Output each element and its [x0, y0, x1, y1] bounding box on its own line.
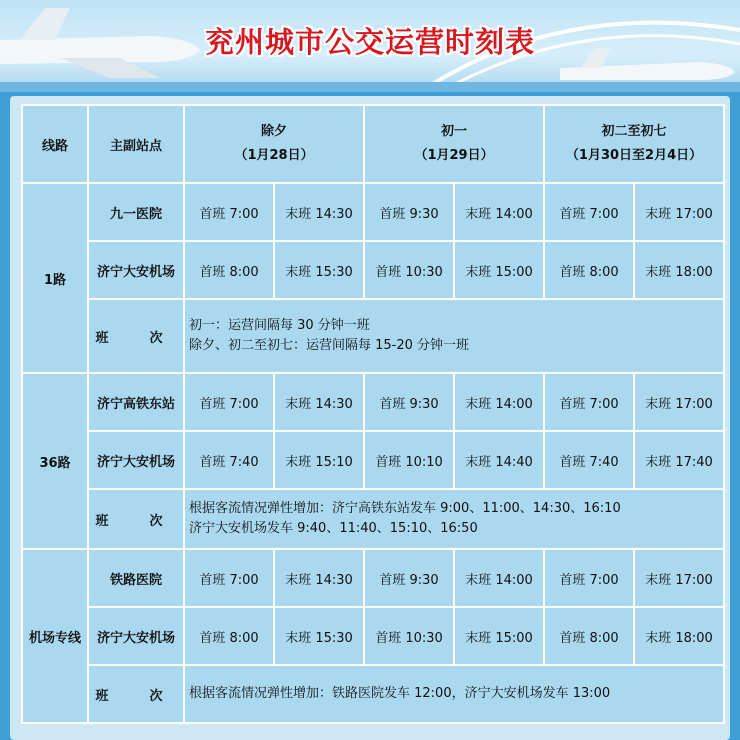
table-row — [22, 607, 724, 665]
frequency-line: 济宁大安机场发车 9:40、11:40、15:10、16:50 — [189, 521, 478, 536]
table-row — [22, 183, 724, 241]
stop-name: 济宁大安机场 — [88, 607, 184, 665]
frequency-label: 班 次 — [95, 513, 177, 529]
period-name: 初一 — [441, 124, 468, 139]
frequency-note — [184, 665, 724, 723]
table-row — [22, 549, 724, 607]
table-row — [22, 431, 724, 489]
time-cell: 末班 18:00 — [634, 607, 724, 665]
frequency-row — [22, 299, 724, 373]
route-name: 机场专线 — [22, 549, 88, 723]
time-cell: 首班 7:40 — [184, 431, 274, 489]
frequency-line: 除夕、初二至初七：运营间隔每 15-20 分钟一班 — [189, 338, 470, 353]
frequency-note — [184, 489, 724, 549]
period-name: 初二至初七 — [601, 124, 667, 139]
stop-name: 济宁大安机场 — [88, 241, 184, 299]
stop-name: 铁路医院 — [88, 549, 184, 607]
time-cell: 首班 9:30 — [364, 183, 454, 241]
frequency-label: 班 次 — [95, 330, 177, 346]
route-name: 1路 — [22, 183, 88, 373]
time-cell: 末班 14:30 — [274, 373, 364, 431]
time-cell: 首班 10:30 — [364, 241, 454, 299]
time-cell: 末班 14:40 — [454, 431, 544, 489]
time-cell: 末班 14:30 — [274, 183, 364, 241]
table-row — [22, 241, 724, 299]
time-cell: 首班 7:00 — [544, 549, 634, 607]
time-cell: 首班 7:00 — [544, 183, 634, 241]
stop-name: 济宁大安机场 — [88, 431, 184, 489]
time-cell: 末班 15:30 — [274, 607, 364, 665]
frequency-line: 根据客流情况弹性增加：铁路医院发车 12:00，济宁大安机场发车 13:00 — [189, 686, 611, 701]
timetable — [21, 104, 725, 724]
header-row — [22, 105, 724, 183]
stop-name: 济宁高铁东站 — [88, 373, 184, 431]
time-cell: 末班 14:00 — [454, 183, 544, 241]
time-cell: 末班 14:30 — [274, 549, 364, 607]
period-header-chuyi — [364, 105, 544, 183]
frequency-note — [184, 299, 724, 373]
time-cell: 首班 7:00 — [184, 373, 274, 431]
frequency-row — [22, 489, 724, 549]
time-cell: 末班 15:00 — [454, 241, 544, 299]
time-cell: 末班 17:00 — [634, 183, 724, 241]
time-cell: 首班 9:30 — [364, 549, 454, 607]
stop-column-header: 主副站点 — [88, 105, 184, 183]
time-cell: 末班 18:00 — [634, 241, 724, 299]
time-cell: 首班 8:00 — [544, 607, 634, 665]
time-cell: 末班 15:30 — [274, 241, 364, 299]
time-cell: 首班 10:30 — [364, 607, 454, 665]
page-title: 兖州城市公交运营时刻表 — [204, 25, 535, 59]
period-name: 除夕 — [261, 124, 288, 139]
period-date: （1月30日至2月4日） — [565, 148, 703, 163]
time-cell: 末班 15:00 — [454, 607, 544, 665]
line-column-header: 线路 — [22, 105, 88, 183]
frequency-line: 根据客流情况弹性增加：济宁高铁东站发车 9:00、11:00、14:30、16:10 — [189, 501, 621, 516]
route-name: 36路 — [22, 373, 88, 549]
time-cell: 末班 17:40 — [634, 431, 724, 489]
time-cell: 首班 7:00 — [184, 183, 274, 241]
time-cell: 末班 17:00 — [634, 549, 724, 607]
period-date: （1月28日） — [234, 148, 314, 163]
time-cell: 末班 14:00 — [454, 373, 544, 431]
period-header-chuxi — [184, 105, 364, 183]
frequency-row — [22, 665, 724, 723]
time-cell: 首班 8:00 — [184, 607, 274, 665]
time-cell: 首班 8:00 — [544, 241, 634, 299]
time-cell: 首班 8:00 — [184, 241, 274, 299]
time-cell: 末班 14:00 — [454, 549, 544, 607]
period-date: （1月29日） — [414, 148, 494, 163]
time-cell: 首班 10:10 — [364, 431, 454, 489]
time-cell: 首班 7:00 — [544, 373, 634, 431]
time-cell: 末班 15:10 — [274, 431, 364, 489]
time-cell: 首班 9:30 — [364, 373, 454, 431]
time-cell: 首班 7:00 — [184, 549, 274, 607]
table-row — [22, 373, 724, 431]
period-header-chuer-chuqi — [544, 105, 724, 183]
stop-name: 九一医院 — [88, 183, 184, 241]
frequency-line: 初一：运营间隔每 30 分钟一班 — [189, 318, 370, 333]
time-cell: 末班 17:00 — [634, 373, 724, 431]
time-cell: 首班 7:40 — [544, 431, 634, 489]
header-banner — [0, 0, 740, 92]
frequency-label: 班 次 — [95, 688, 177, 704]
